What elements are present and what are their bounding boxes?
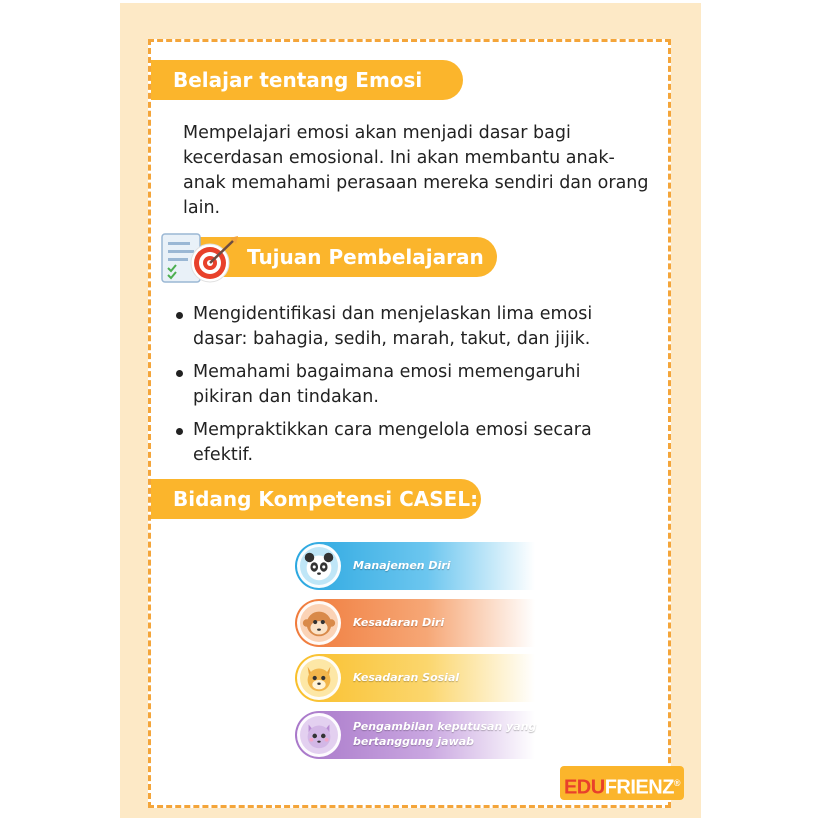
competency-kesadaran-diri [295,599,535,647]
competency-label: Kesadaran Sosial [353,671,460,684]
target-icon [160,230,240,290]
bullet-icon [176,312,183,319]
list-item-text: Mempraktikkan cara mengelola emosi secara efektif. [193,420,592,465]
section-header-tujuan [200,237,497,277]
list-item [174,302,644,352]
bullet-icon [176,370,183,377]
competency-label: Manajemen Diri [353,559,451,572]
logo-part-edu: EDU [563,776,605,799]
section-header-emosi [151,60,463,100]
competency-pengambilan-keputusan [295,711,535,759]
competency-label: Kesadaran Diri [353,616,445,629]
monkey-icon [297,601,341,645]
list-item-text: Mengidentifikasi dan menjelaskan lima emosi dasar: bahagia, sedih, marah, takut, dan jijik. [193,304,593,349]
edufrienz-logo [560,766,684,800]
section-header-casel [151,479,481,519]
fox-icon [297,656,341,700]
section-title: Tujuan Pembelajaran [247,245,484,269]
bullet-icon [176,428,183,435]
cat-icon [297,713,341,757]
intro-paragraph: Mempelajari emosi akan menjadi dasar bagi kecerdasan emosional. Ini akan membantu anak-anak memahami perasaan mereka sendiri dan orang lain. [183,123,649,218]
section-title: Bidang Kompetensi CASEL: [173,487,479,511]
registered-mark: ® [673,778,681,788]
list-item [174,360,644,410]
competency-manajemen-diri [295,542,535,590]
competency-label: Pengambilan keputusan yang bertanggung jawab [353,720,537,748]
list-item [174,418,644,468]
list-item-text: Memahami bagaimana emosi memengaruhi pikiran dan tindakan. [193,362,581,407]
panda-icon [297,544,341,588]
objectives-list [174,302,644,476]
logo-part-frienz: FRIENZ [604,776,674,799]
competency-kesadaran-sosial [295,654,535,702]
section-title: Belajar tentang Emosi [173,68,423,92]
